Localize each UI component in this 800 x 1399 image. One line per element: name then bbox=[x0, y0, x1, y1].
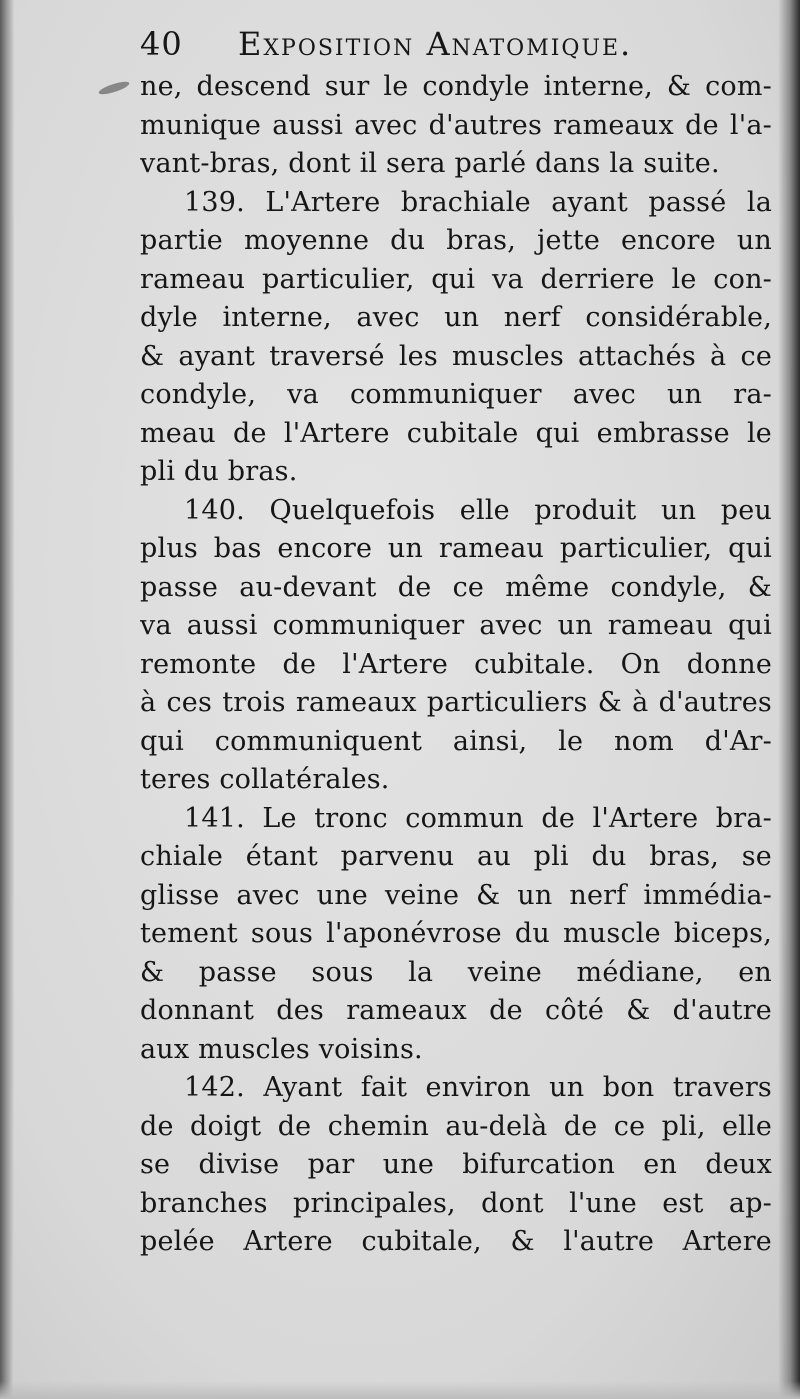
left-page-edge bbox=[0, 0, 14, 1399]
text-line: condyle, va communiquer avec un ra- bbox=[140, 379, 772, 410]
page-header bbox=[140, 22, 772, 68]
text-line: chiale étant parvenu au pli du bras, se bbox=[140, 841, 772, 872]
text-line: & ayant traversé les muscles attachés à ce bbox=[140, 340, 772, 372]
text-line: pelée Artere cubitale, & l'autre Artere bbox=[140, 1226, 772, 1257]
text-line: plus bas encore un rameau particulier, qui bbox=[140, 533, 772, 564]
text-line: 139. L'Artere brachiale ayant passé la bbox=[184, 186, 772, 218]
paragraph-continuation bbox=[140, 68, 772, 184]
text-line: de doigt de chemin au-delà de ce pli, elle bbox=[140, 1110, 772, 1142]
text-line: qui communiquent ainsi, le nom d'Ar- bbox=[140, 725, 772, 757]
right-page-edge bbox=[778, 0, 800, 1399]
running-head: Exposition Anatomique. bbox=[238, 25, 633, 63]
text-line: aux muscles voisins. bbox=[140, 1033, 423, 1065]
text-line: dyle interne, avec un nerf considérable, bbox=[140, 302, 772, 333]
body-text bbox=[140, 68, 772, 1262]
text-line: meau de l'Artere cubitale qui embrasse le bbox=[140, 417, 772, 449]
text-line: munique aussi avec d'autres rameaux de l'a- bbox=[140, 109, 772, 141]
text-line: passe au-devant de ce même condyle, & bbox=[140, 571, 772, 603]
text-line: rameau particulier, qui va derriere le con- bbox=[140, 263, 772, 295]
text-line: partie moyenne du bras, jette encore un bbox=[140, 225, 772, 256]
page-number: 40 bbox=[140, 25, 183, 63]
paragraph-141 bbox=[140, 800, 772, 1070]
text-line: donnant des rameaux de côté & d'autre bbox=[140, 995, 772, 1026]
text-line: 141. Le tronc commun de l'Artere bra- bbox=[184, 802, 772, 834]
text-line: & passe sous la veine médiane, en bbox=[140, 956, 772, 988]
text-line: pli du bras. bbox=[140, 456, 298, 487]
text-line: se divise par une bifurcation en deux bbox=[140, 1149, 772, 1180]
text-line: va aussi communiquer avec un rameau qui bbox=[140, 610, 772, 641]
text-line: tement sous l'aponévrose du muscle biceps, bbox=[140, 918, 772, 949]
paragraph-140 bbox=[140, 492, 772, 800]
book-page bbox=[140, 22, 772, 1262]
text-line: glisse avec une veine & un nerf immédia- bbox=[140, 879, 772, 911]
text-line: remonte de l'Artere cubitale. On donne bbox=[140, 648, 772, 680]
text-line: à ces trois rameaux particuliers & à d'autres bbox=[140, 687, 772, 718]
text-line: branches principales, dont l'une est ap- bbox=[140, 1187, 772, 1219]
text-line: vant-bras, dont il sera parlé dans la suite. bbox=[140, 148, 720, 179]
text-line: 140. Quelquefois elle produit un peu bbox=[184, 494, 772, 526]
bottom-page-shadow bbox=[0, 1381, 800, 1399]
paragraph-142 bbox=[140, 1069, 772, 1262]
text-line: ne, descend sur le condyle interne, & com- bbox=[140, 71, 772, 102]
text-line: teres collatérales. bbox=[140, 764, 390, 795]
text-line: 142. Ayant fait environ un bon travers bbox=[184, 1072, 772, 1103]
paragraph-139 bbox=[140, 184, 772, 492]
